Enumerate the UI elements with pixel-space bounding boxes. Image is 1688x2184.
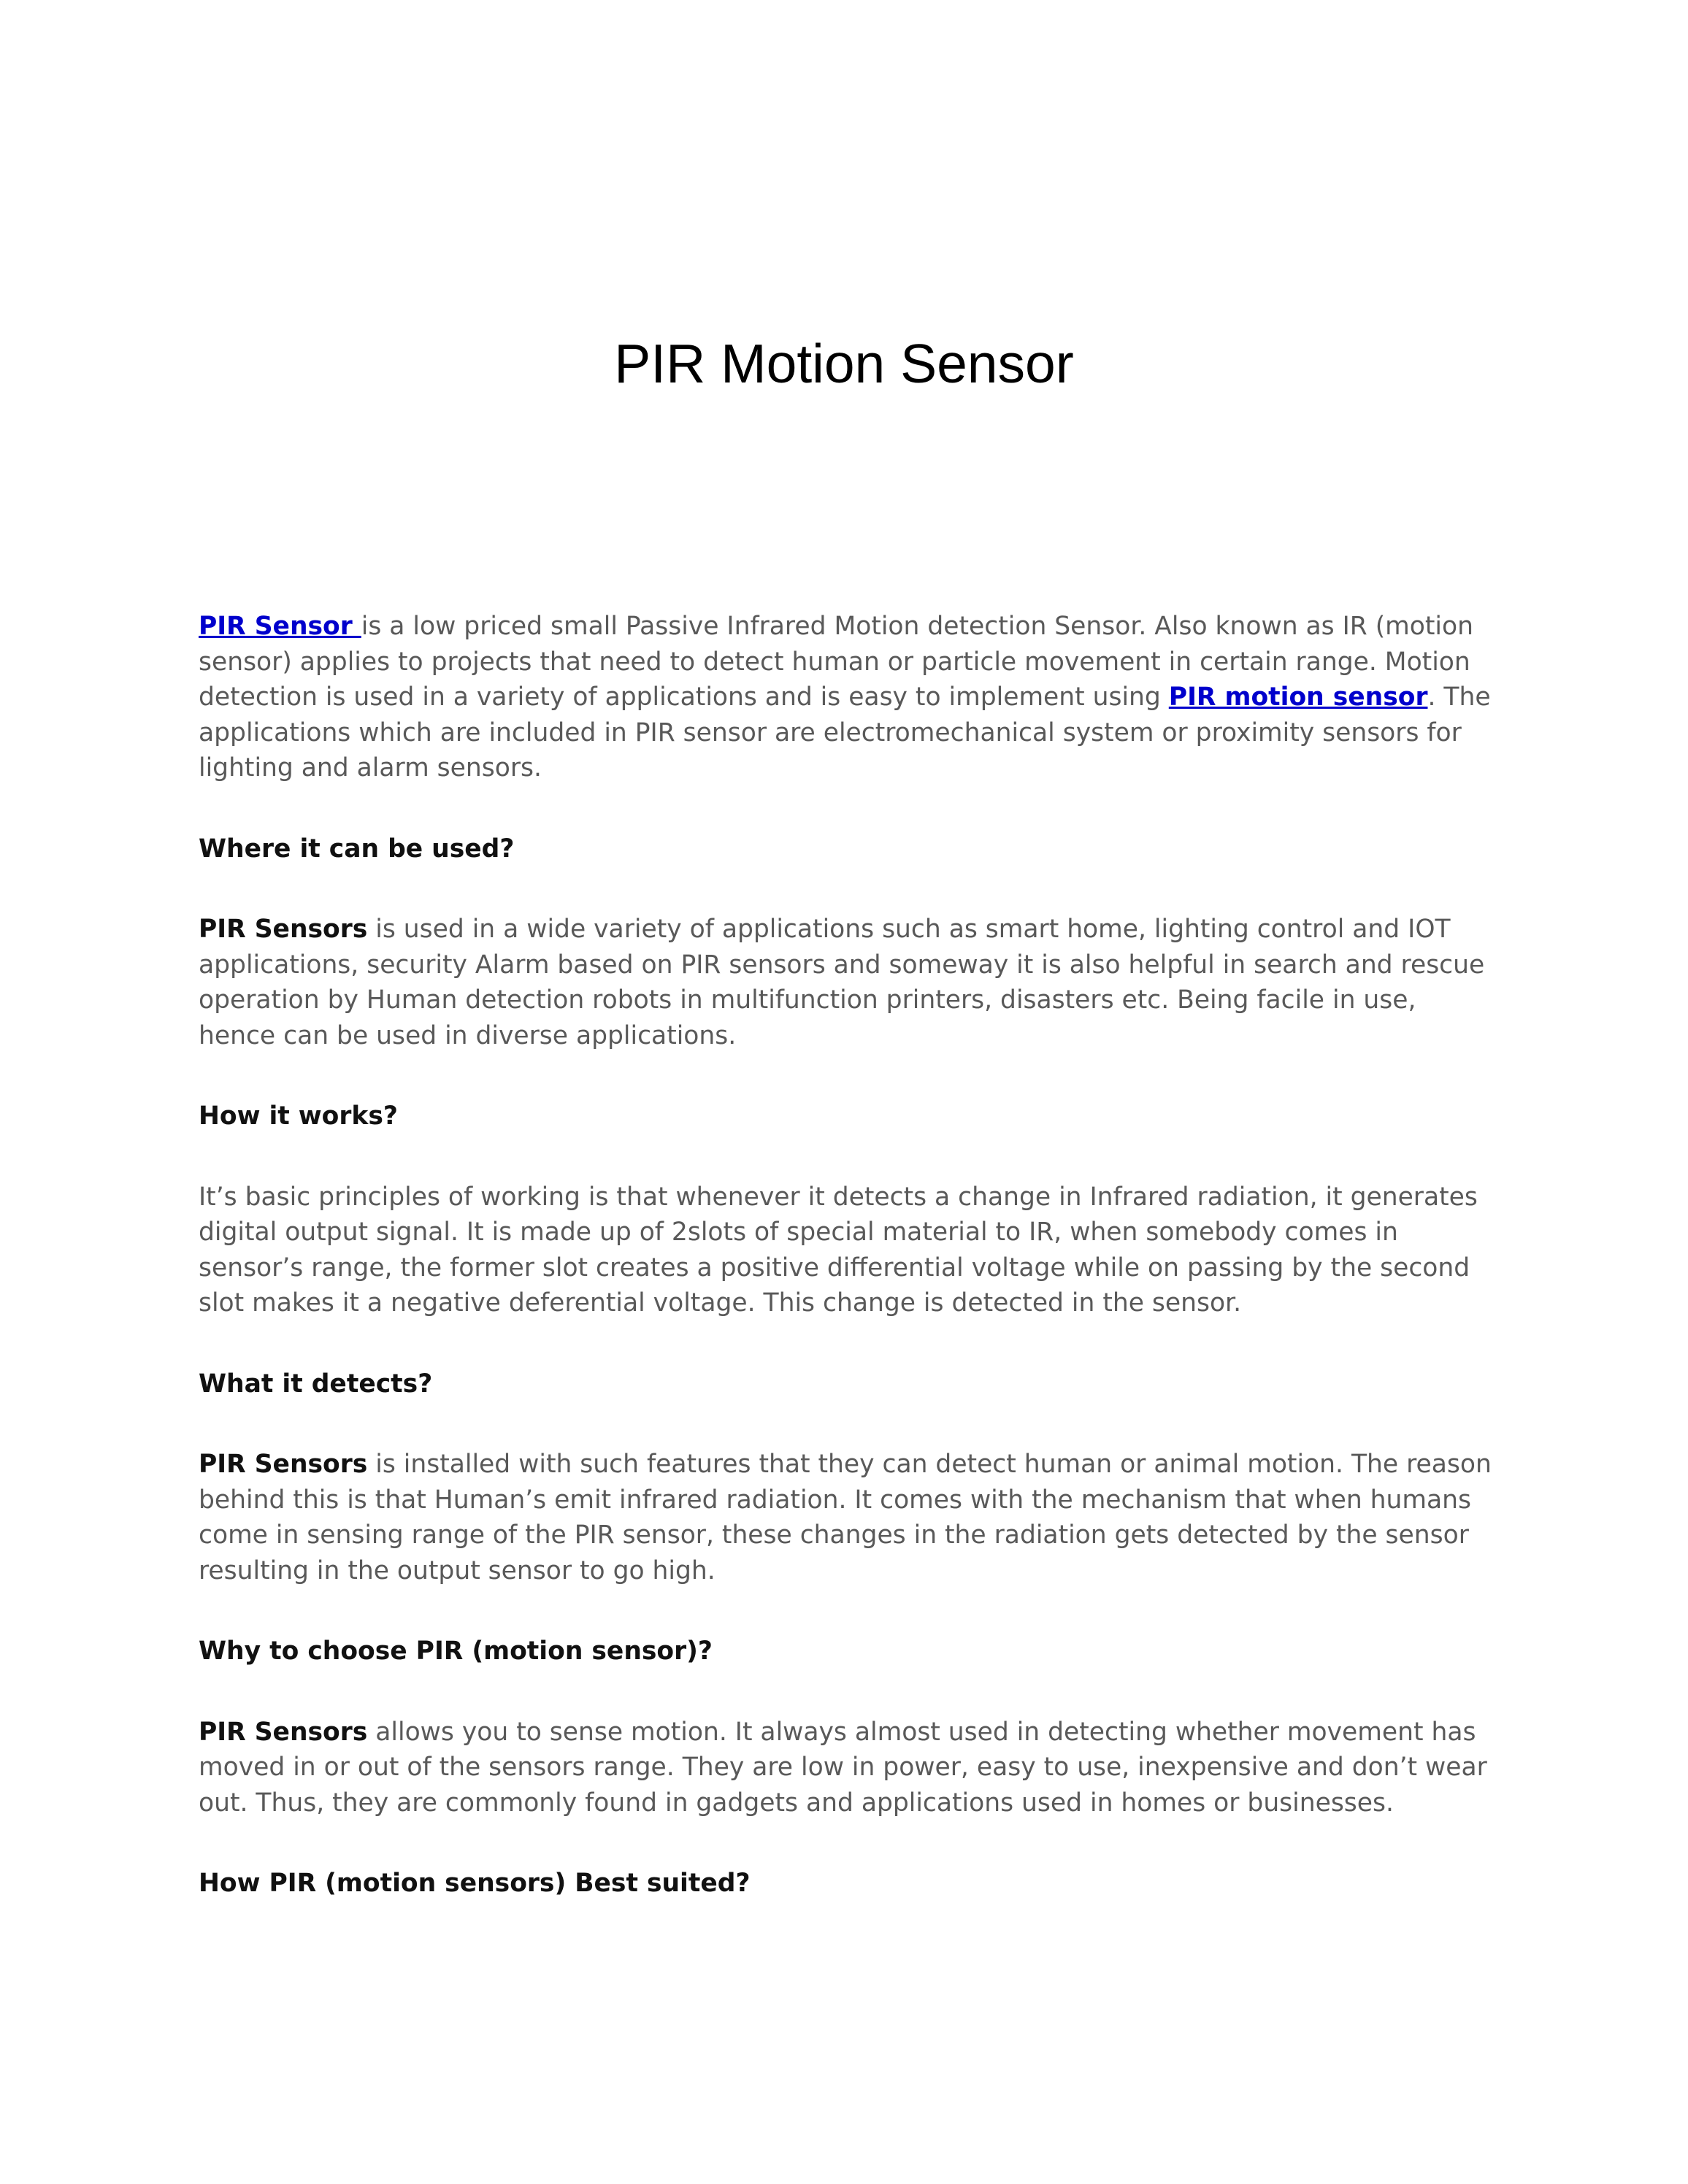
paragraph-text: is installed with such features that they can detect human or animal motion. The reason behind this is that Human’s emit infrared radiation. It comes with the mechanism that when humans come in sensing range of the PIR sensor, these changes in the radiation gets detected by the sensor resulting in the output sensor to go high. [199,1450,1492,1585]
intro-paragraph [199,609,1498,786]
document-body [199,609,1498,1902]
paragraph-why-choose [199,1715,1498,1821]
paragraph-text: allows you to sense motion. It always almost used in detecting whether movement has moved in or out of the sensors range. They are low in power, easy to use, inexpensive and don’t wear out. Thus, they are commonly found in gadgets and applications used in homes or businesses. [199,1717,1487,1818]
spacer [199,1588,1498,1634]
lead-term: PIR Sensors [199,1450,368,1479]
spacer [199,866,1498,912]
paragraph-working [199,1180,1498,1321]
heading-where-used: Where it can be used? [199,834,515,864]
lead-term: PIR Sensors [199,1717,368,1747]
spacer [199,786,1498,831]
spacer [199,1669,1498,1715]
paragraph-uses [199,912,1498,1053]
paragraph-text: It’s basic principles of working is that whenever it detects a change in Infrared radiation, it generates digital output signal. It is made up of 2slots of special material to IR, when somebody comes in sensor’s range, the former slot creates a positive differential voltage while on passing by the second slot makes it a negative deferential voltage. This change is detected in the sensor. [199,1182,1478,1318]
spacer [199,1401,1498,1447]
heading-what-detects: What it detects? [199,1369,433,1399]
spacer [199,1053,1498,1099]
intro-text-part1: is a low priced small Passive Infrared Motion detection Sensor. Also known as IR (motion sensor) applies to projects that need to detect human or particle movement in certain range. Motion detection is used in a variety of applications and is easy to implement using [199,612,1473,712]
heading-best-suited: How PIR (motion sensors) Best suited? [199,1869,751,1898]
paragraph-text: is used in a wide variety of applications such as smart home, lighting control and IOT applications, security Alarm based on PIR sensors and someway it is also helpful in search and rescue operation by Human detection robots in multifunction printers, disasters etc. Being facile in use, hence can be used in diverse applications. [199,915,1485,1050]
paragraph-detects [199,1447,1498,1588]
spacer [199,1134,1498,1180]
pir-motion-sensor-link[interactable]: PIR motion sensor [1168,682,1428,712]
heading-how-works: How it works? [199,1101,398,1131]
spacer [199,1820,1498,1866]
pir-sensor-link[interactable]: PIR Sensor [199,612,361,641]
intro-text-part2: . The applications which are included in PIR sensor are electromechanical system or proximity sensors for lighting and alarm sensors. [199,682,1491,783]
lead-term: PIR Sensors [199,915,368,944]
spacer [199,1321,1498,1366]
document-title: PIR Motion Sensor [614,333,1074,394]
heading-why-choose: Why to choose PIR (motion sensor)? [199,1637,713,1666]
